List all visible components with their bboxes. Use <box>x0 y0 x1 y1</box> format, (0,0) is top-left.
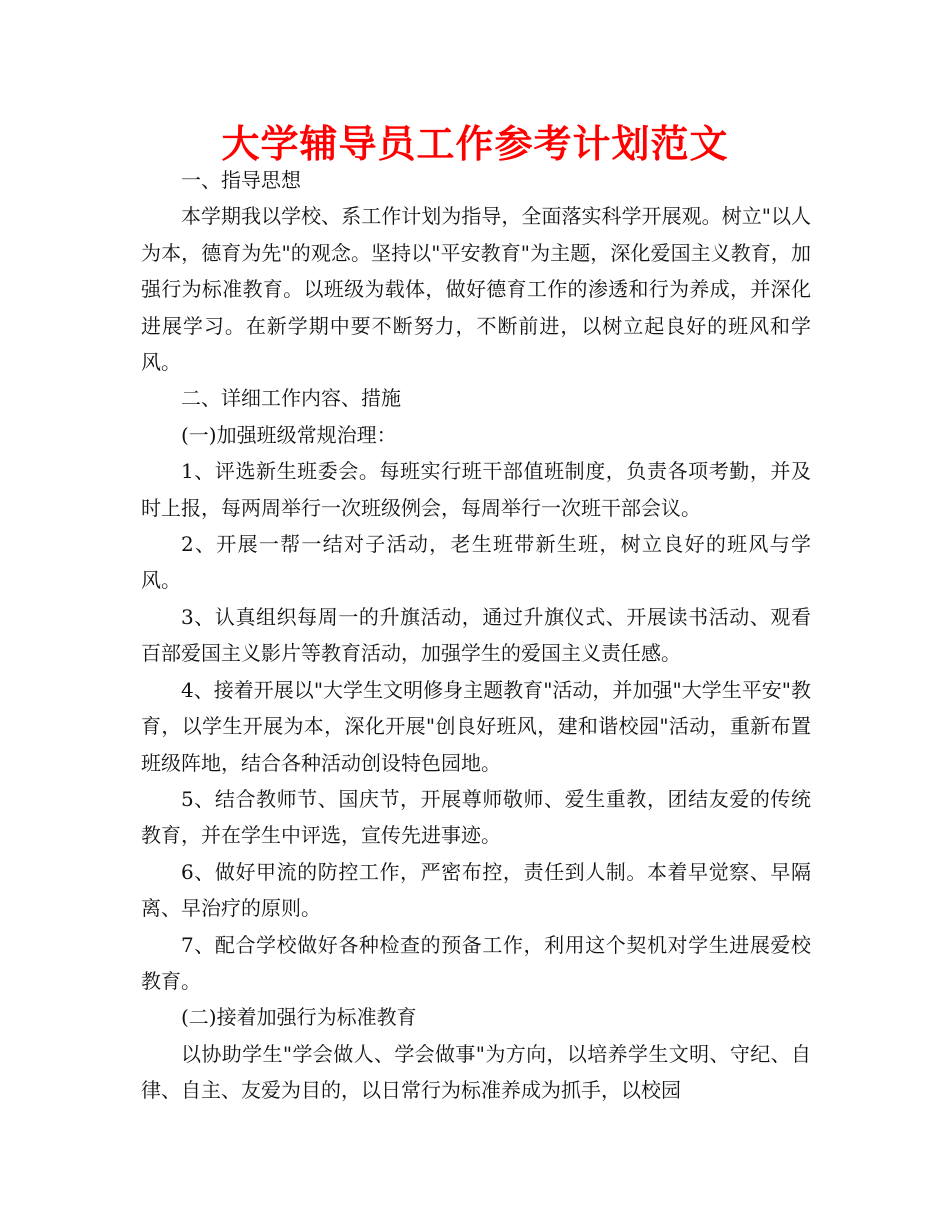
list-item-2: 2、开展一帮一结对子活动，老生班带新生班，树立良好的班风与学风。 <box>141 532 811 593</box>
list-item-1: 1、评选新生班委会。每班实行班干部值班制度，负责各项考勤，并及时上报，每两周举行一次班级例会，每周举行一次班干部会议。 <box>141 459 811 520</box>
list-item-5: 5、结合教师节、国庆节，开展尊师敬师、爱生重教，团结友爱的传统教育，并在学生中评选，宣传先进事迹。 <box>141 786 811 848</box>
paragraph-behavior-education: 以协助学生"学会做人、学会做事"为方向，以培养学生文明、守纪、自律、自主、友爱为目的，以日常行为标准养成为抓手，以校园 <box>141 1041 811 1103</box>
heading-work-content: 二、详细工作内容、措施 <box>181 386 401 411</box>
list-item-7: 7、配合学校做好各种检查的预备工作，利用这个契机对学生进展爱校教育。 <box>141 932 811 993</box>
subheading-class-management: (一)加强班级常规治理： <box>181 422 397 447</box>
list-item-4: 4、接着开展以"大学生文明修身主题教育"活动，并加强"大学生平安"教育，以学生开展为本，深化开展"创良好班风，建和谐校园"活动，重新布置班级阵地，结合各种活动创设特色园地。 <box>141 677 811 775</box>
document-title: 大学辅导员工作参考计划范文 <box>221 122 729 166</box>
paragraph-guiding-ideology: 本学期我以学校、系工作计划为指导，全面落实科学开展观。树立"以人为本，德育为先"的观念。坚持以"平安教育"为主题，深化爱国主义教育，加强行为标准教育。以班级为载体，做好德育工作的渗透和行为养成，并深化进展学习。在新学期中要不断努力，不断前进，以树立起良好的班风和学风。 <box>141 204 811 375</box>
heading-guiding-ideology: 一、指导思想 <box>181 168 301 192</box>
subheading-behavior-education: (二)接着加强行为标准教育 <box>181 1005 417 1030</box>
list-item-6: 6、做好甲流的防控工作，严密布控，责任到人制。本着早觉察、早隔离、早治疗的原则。 <box>141 859 811 921</box>
list-item-3: 3、认真组织每周一的升旗活动，通过升旗仪式、开展读书活动、观看百部爱国主义影片等教育活动，加强学生的爱国主义责任感。 <box>141 604 811 666</box>
document-body <box>141 162 811 1109</box>
